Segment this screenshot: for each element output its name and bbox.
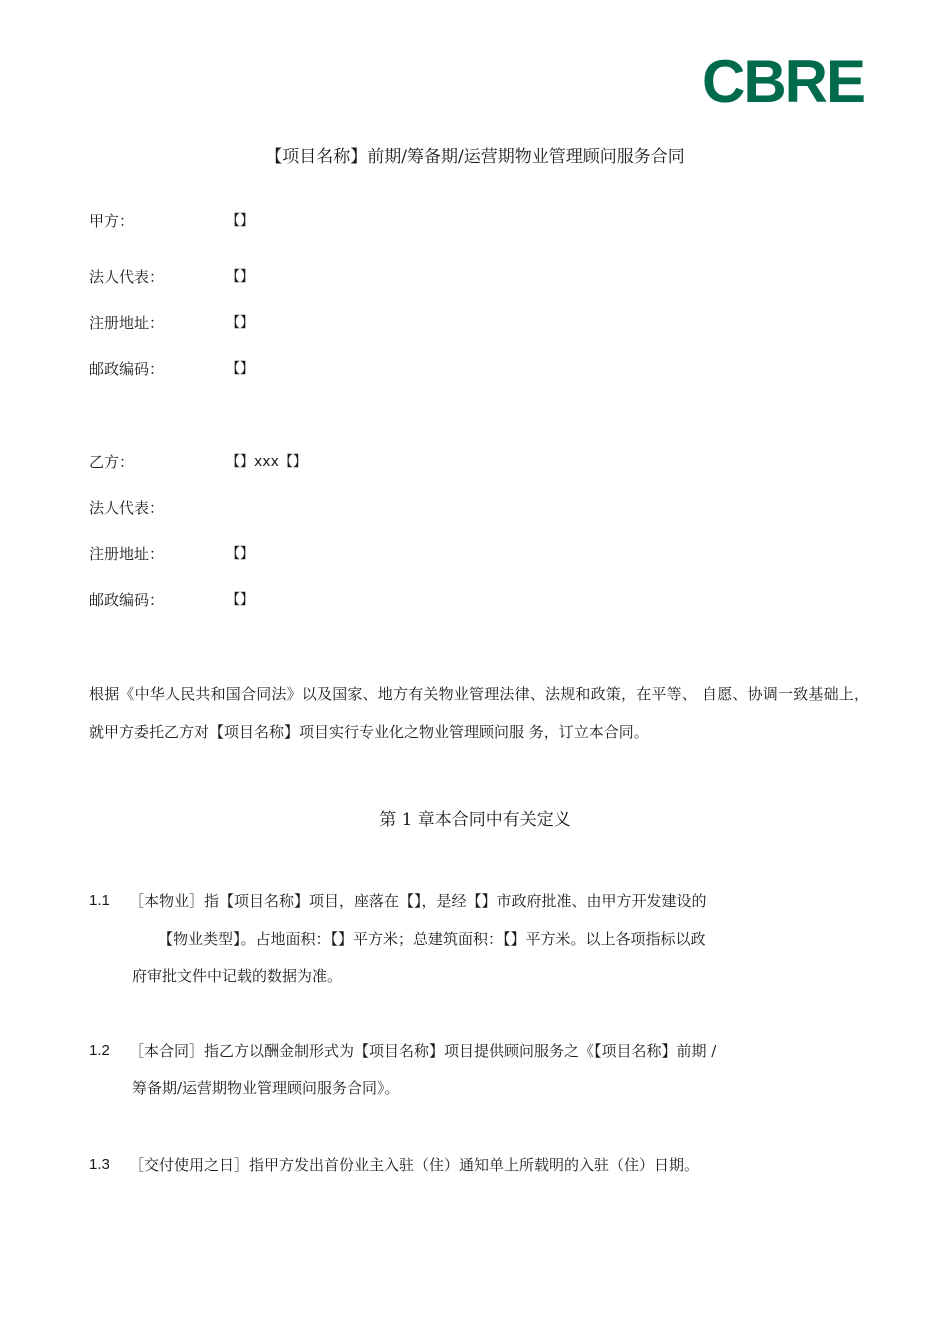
clause-line: 筹备期/运营期物业管理顾问服务合同》。: [132, 1079, 400, 1097]
cbre-logo: CBRE: [702, 48, 865, 115]
contract-title: 【项目名称】前期/筹备期/运营期物业管理顾问服务合同: [265, 147, 685, 167]
field-value: 【】: [226, 361, 254, 377]
clause-line: 【物业类型】。占地面积：【】平方米；总建筑面积：【】平方米。以上各项指标以政: [158, 930, 706, 948]
field-value: 【】: [226, 213, 254, 229]
field-label: 注册地址：: [89, 545, 165, 563]
field-label: 法人代表：: [89, 499, 165, 517]
clause-number: 1.3: [89, 1156, 110, 1173]
field-value: 【】: [226, 546, 254, 562]
field-value: 【】: [226, 592, 254, 608]
clause-number: 1.2: [89, 1042, 110, 1059]
field-value: 【】: [226, 315, 254, 331]
clause-line: 府审批文件中记载的数据为准。: [132, 967, 343, 985]
field-label: 乙方：: [89, 453, 135, 471]
preamble-paragraph: 根据《中华人民共和国合同法》以及国家、地方有关物业管理法律、法规和政策，在平等、 自愿、协调一致基础上，就甲方委托乙方对【项目名称】项目实行专业化之物业管理顾问服 务，订立本合同。: [89, 685, 869, 741]
field-label: 邮政编码：: [89, 360, 165, 378]
field-label: 注册地址：: [89, 314, 165, 332]
field-value: 【】xxx【】: [226, 454, 307, 470]
chapter-title: 第 1 章本合同中有关定义: [379, 810, 571, 830]
field-label: 邮政编码：: [89, 591, 165, 609]
field-value: 【】: [226, 269, 254, 285]
clause-line: ［交付使用之日］指甲方发出首份业主入驻（住）通知单上所载明的入驻（住）日期。: [129, 1156, 700, 1174]
field-label: 甲方：: [89, 212, 135, 230]
clause-line: ［本物业］指【项目名称】项目，座落在【】，是经【】市政府批准、由甲方开发建设的: [129, 892, 707, 910]
clause-line: ［本合同］指乙方以酬金制形式为【项目名称】项目提供顾问服务之《【项目名称】前期 /: [129, 1042, 717, 1060]
clause-number: 1.1: [89, 892, 110, 909]
field-label: 法人代表：: [89, 268, 165, 286]
